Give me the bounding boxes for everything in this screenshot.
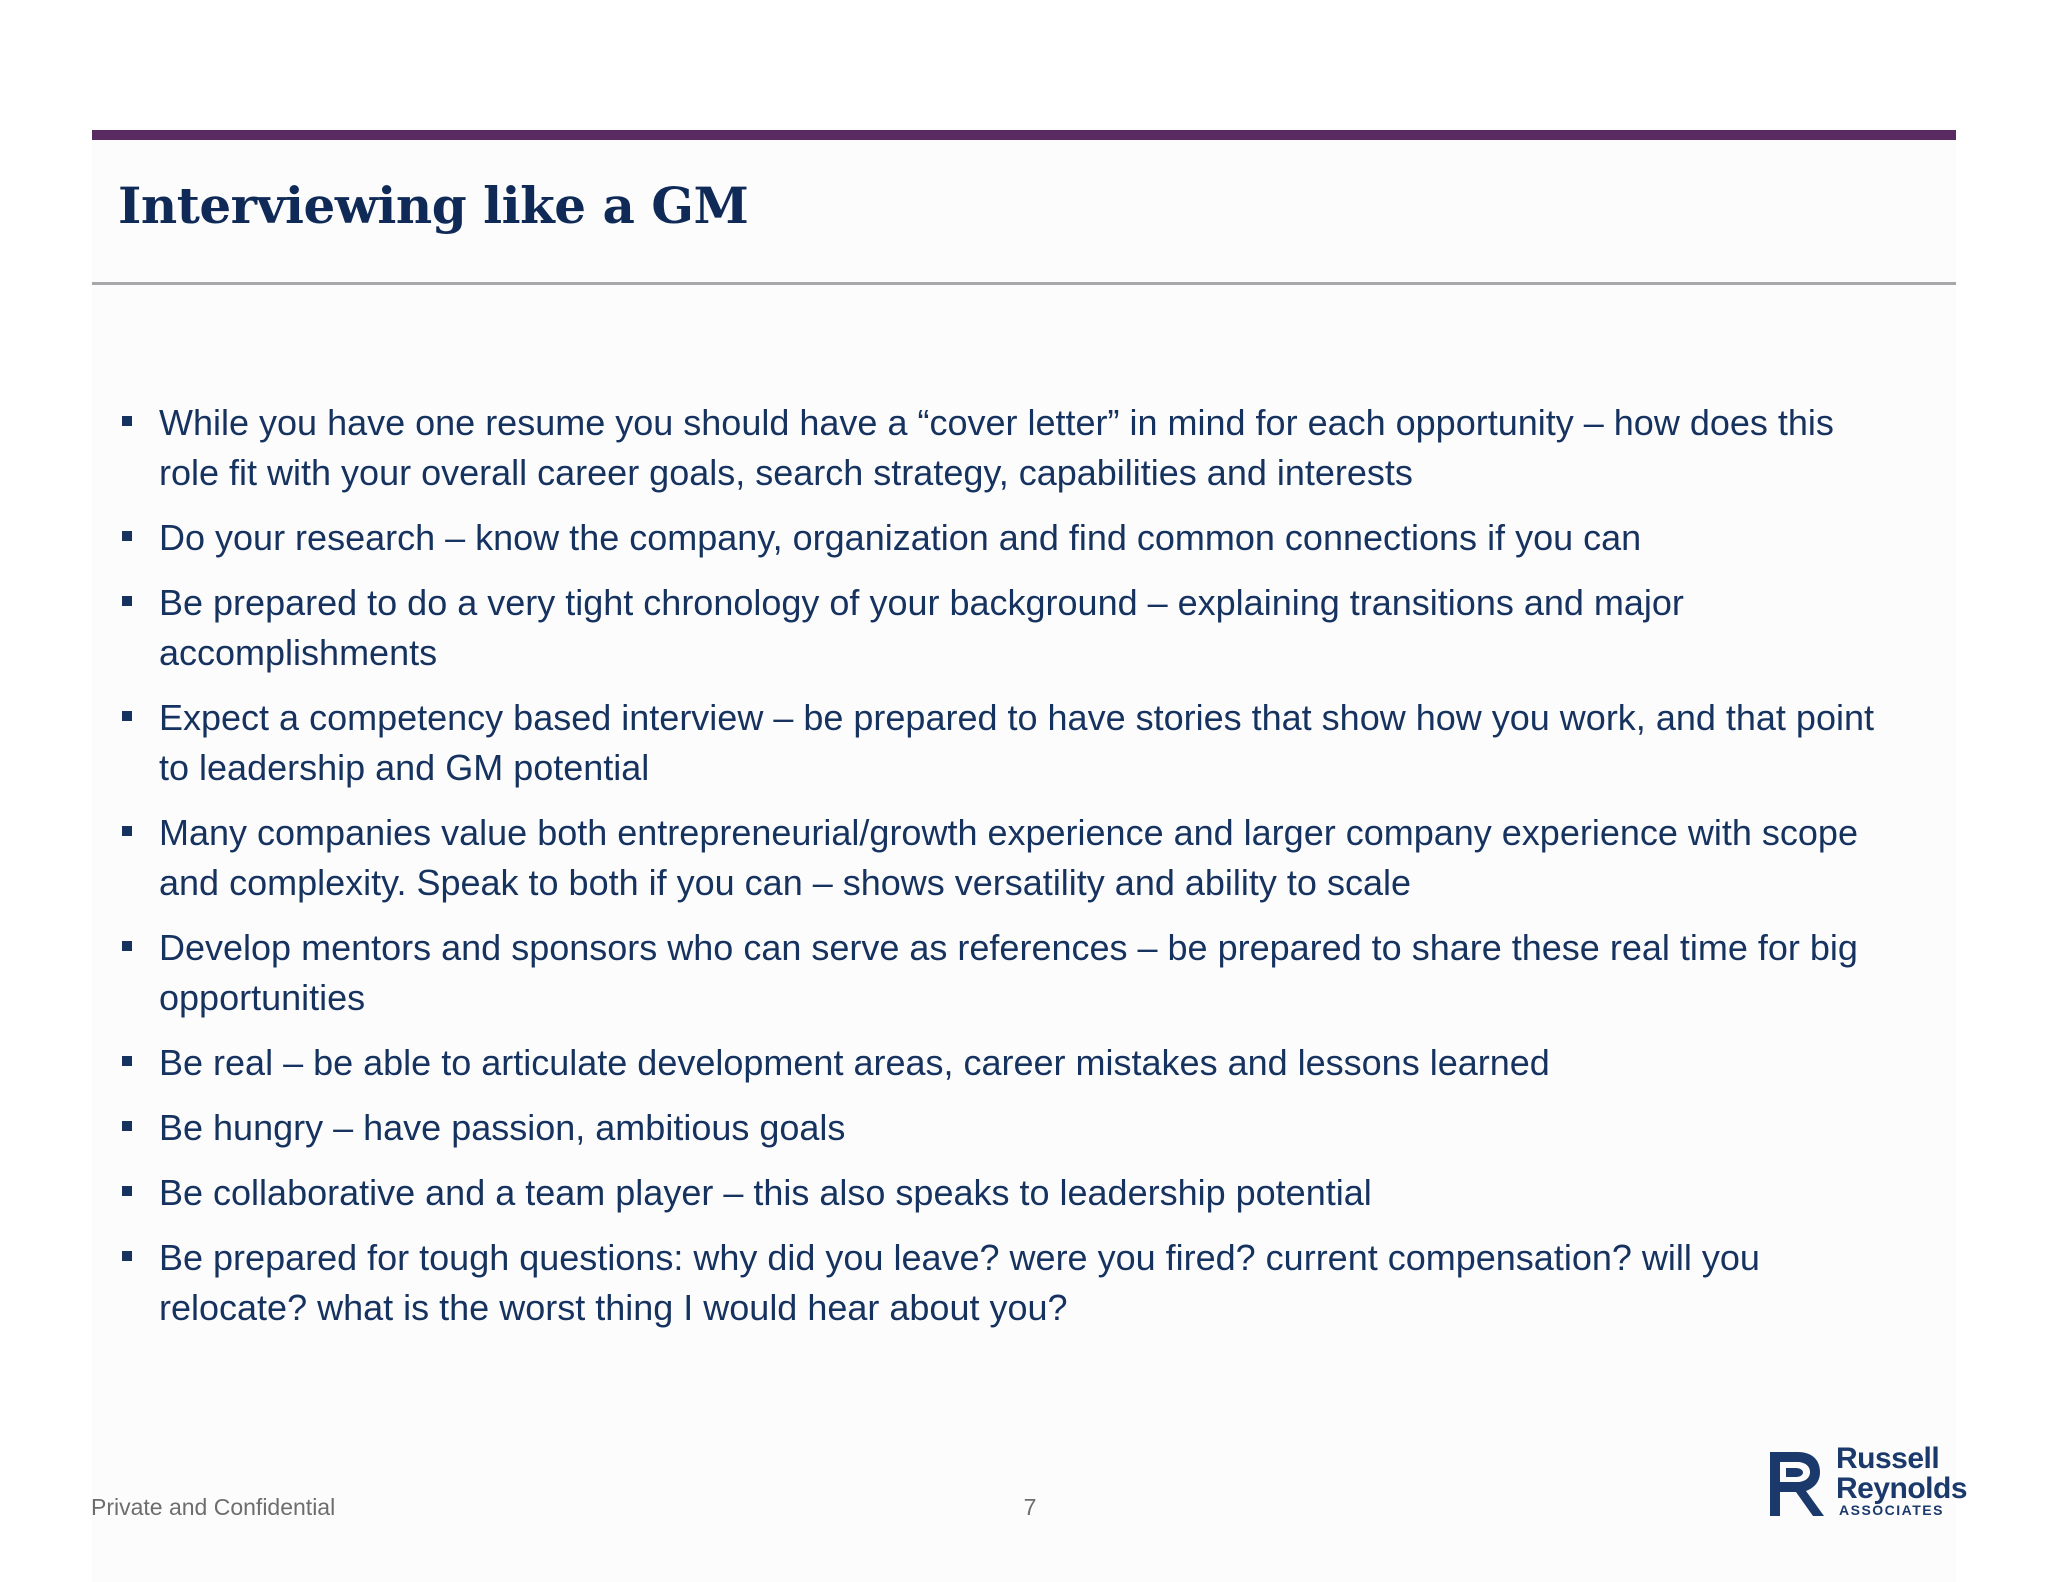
bullet-text: Develop mentors and sponsors who can serve as references – be prepared to share these real time for big opportunities [159,927,1858,1018]
bullet-text: Be prepared for tough questions: why did you leave? were you fired? current compensation? will you relocate? what is the worst thing I would hear about you? [159,1237,1760,1328]
square-bullet-icon [122,1121,132,1131]
page-number: 7 [1023,1494,1037,1520]
bullet-text: Expect a competency based interview – be prepared to have stories that show how you work, and that point to leadership and GM potential [159,697,1874,788]
bullet-text: Be collaborative and a team player – this also speaks to leadership potential [159,1172,1372,1213]
bullet-item [118,1038,1898,1088]
bullet-text: Be prepared to do a very tight chronology of your background – explaining transitions and major accomplishments [159,582,1684,673]
bullet-text: Be hungry – have passion, ambitious goals [159,1107,846,1148]
square-bullet-icon [122,1186,132,1196]
square-bullet-icon [122,711,132,721]
square-bullet-icon [122,416,132,426]
bullet-item [118,513,1898,563]
bullet-list [118,398,1898,1348]
logo-text-reynolds: Reynolds [1836,1472,1968,1505]
square-bullet-icon [122,941,132,951]
bullet-item [118,693,1898,793]
square-bullet-icon [122,1251,132,1261]
company-logo [1766,1442,1968,1518]
bullet-text: Do your research – know the company, organization and find common connections if you can [159,517,1642,558]
logo-text-russell: Russell [1836,1442,1940,1475]
square-bullet-icon [122,826,132,836]
bullet-item [118,1168,1898,1218]
square-bullet-icon [122,596,132,606]
slide-title: Interviewing like a GM [118,176,749,235]
bullet-text: While you have one resume you should have a “cover letter” in mind for each opportunity – how does this role fit with your overall career goals, search strategy, capabilities and interests [159,402,1834,493]
title-divider [92,282,1956,285]
header-accent-bar [92,130,1956,140]
square-bullet-icon [122,1056,132,1066]
bullet-item [118,398,1898,498]
confidential-label: Private and Confidential [91,1494,336,1520]
square-bullet-icon [122,531,132,541]
rra-monogram-icon [1766,1448,1826,1518]
logo-text-associates: ASSOCIATES [1839,1502,1944,1518]
bullet-item [118,578,1898,678]
bullet-text: Many companies value both entrepreneurial/growth experience and larger company experience with scope and complexity. Speak to both if you can – shows versatility and ability to scale [159,812,1858,903]
bullet-item [118,1233,1898,1333]
bullet-item [118,808,1898,908]
bullet-text: Be real – be able to articulate development areas, career mistakes and lessons learned [159,1042,1550,1083]
bullet-item [118,1103,1898,1153]
bullet-item [118,923,1898,1023]
